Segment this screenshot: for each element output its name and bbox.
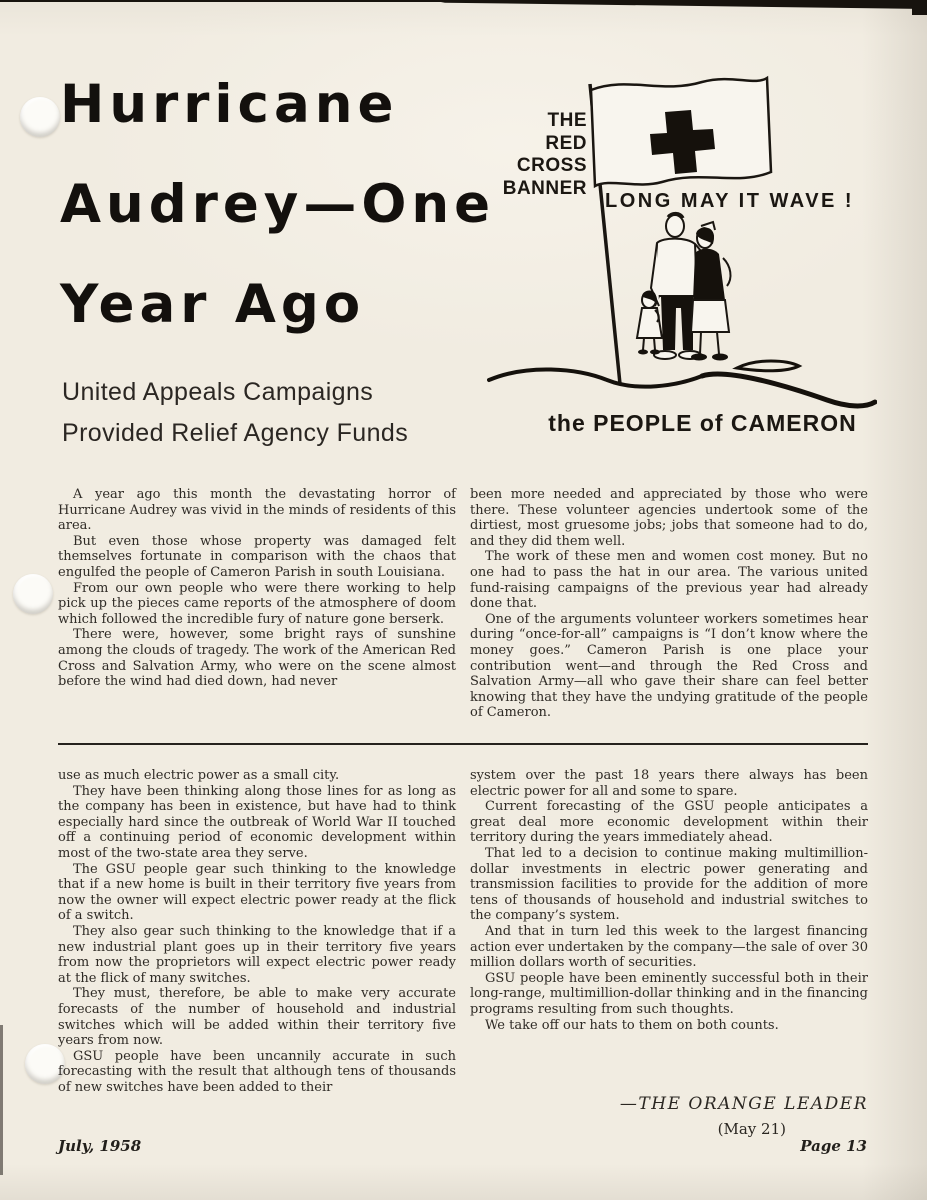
flag-caption: LONG MAY IT WAVE !	[605, 190, 855, 212]
paragraph: GSU people have been eminently successful both in their long-range, multimillion-dollar thinking and in the financing programs resulting from such thoughts.	[470, 970, 868, 1017]
paragraph: Current forecasting of the GSU people anticipates a great deal more economic development within their territory during the years immediately ahead.	[470, 799, 868, 846]
attribution-date: (May 21)	[717, 1120, 786, 1138]
paragraph: And that in turn led this week to the largest financing action ever undertaken by the company—the sale of over 30 million dollars worth of securities.	[470, 923, 868, 971]
banner-label-line: BANNER	[502, 177, 587, 199]
article1-right-column	[470, 487, 868, 721]
banner-label-line: CROSS	[516, 155, 587, 176]
subhead-line: United Appeals Campaigns	[62, 378, 374, 406]
article-subhead	[62, 372, 482, 454]
paragraph: They must, therefore, be able to make very accurate forecasts of the number of household and industrial switches which will be added within their territory five years from now.	[58, 986, 456, 1049]
paragraph: A year ago this month the devastating horror of Hurricane Audrey was vivid in the minds of residents of this area.	[58, 487, 456, 534]
article2-left-column	[58, 768, 456, 1095]
paragraph: use as much electric power as a small city.	[58, 768, 340, 783]
red-cross-cartoon	[487, 68, 877, 463]
punch-hole	[13, 574, 53, 614]
subhead-line: Provided Relief Agency Funds	[62, 419, 409, 447]
scan-corner-mark	[912, 0, 927, 15]
paragraph: That led to a decision to continue making multimillion-dollar investments in electric power generating and transmission facilities to provide for the addition of more tens of thousands of household and industrial switches to the company’s system.	[470, 845, 868, 924]
paragraph: been more needed and appreciated by those who were there. These volunteer agencies undertook some of the dirtiest, most gruesome jobs; jobs that someone had to do, and they did them well.	[470, 487, 868, 549]
article2-right-column	[470, 768, 868, 1033]
paragraph: The work of these men and women cost money. But no one had to pass the hat in our area. The various united fund-raising campaigns of the previous year had already done that.	[470, 549, 868, 612]
paragraph: There were, however, some bright rays of sunshine among the clouds of tragedy. The work of the American Red Cross and Salvation Army, who were on the scene almost before the wind had died down, had never	[58, 627, 456, 690]
paragraph: From our own people who were there working to help pick up the pieces came reports of the atmosphere of doom which followed the incredible fury of nature gone berserk.	[58, 580, 456, 627]
attribution-source: —THE ORANGE LEADER	[619, 1094, 868, 1114]
article1-left-column	[58, 487, 456, 690]
ground-line	[489, 361, 875, 406]
people-caption: the PEOPLE of CAMERON	[548, 410, 857, 436]
paragraph: GSU people have been uncannily accurate in such forecasting with the result that although tens of thousands of new switches have been added to their	[58, 1048, 456, 1095]
headline-line: Year Ago	[60, 274, 366, 335]
footer-issue-date: July, 1958	[58, 1137, 142, 1155]
paragraph: We take off our hats to them on both counts.	[485, 1017, 779, 1033]
paragraph: They also gear such thinking to the knowledge that if a new industrial plant goes up in their territory five years from now the proprietors will expect electric power ready at the flick of many switches.	[58, 923, 456, 986]
paragraph: system over the past 18 years there always has been electric power for all and some to spare.	[470, 768, 868, 799]
scan-edge-top-right	[430, 0, 927, 9]
paragraph: One of the arguments volunteer workers sometimes hear during “once-for-all” campaigns is “I don’t know where the money goes.” Cameron Parish is one place your contribution went—and through the Red Cross and Salvation Army—all who gave their share can feel better knowing that they have the undying gratitude of the people of Cameron.	[470, 611, 868, 721]
paragraph: The GSU people gear such thinking to the knowledge that if a new home is built in their territory five years from now the owner will expect electric power ready at the flick of a switch.	[58, 861, 456, 924]
banner-label-line: RED	[545, 132, 587, 154]
attribution-block	[470, 1078, 868, 1138]
headline-line: Hurricane	[60, 74, 399, 135]
article-headline	[60, 55, 500, 355]
scan-edge-left	[0, 1025, 3, 1175]
paragraph: But even those whose property was damaged felt themselves fortunate in comparison with the chaos that engulfed the people of Cameron Parish in south Louisiana.	[58, 533, 456, 580]
banner-label	[492, 110, 587, 200]
headline-line: Audrey—One	[60, 174, 496, 235]
banner-label-line: THE	[547, 110, 587, 131]
footer-page-number: Page 13	[800, 1137, 867, 1155]
woman-figure	[691, 222, 730, 361]
paragraph: They have been thinking along those lines for as long as the company has been in existence, but have had to think especially hard since the outbreak of World War II touched off a continuing period of economic development within most of the two-state area they serve.	[58, 783, 456, 861]
punch-hole	[20, 97, 60, 137]
section-divider-rule	[58, 743, 868, 745]
